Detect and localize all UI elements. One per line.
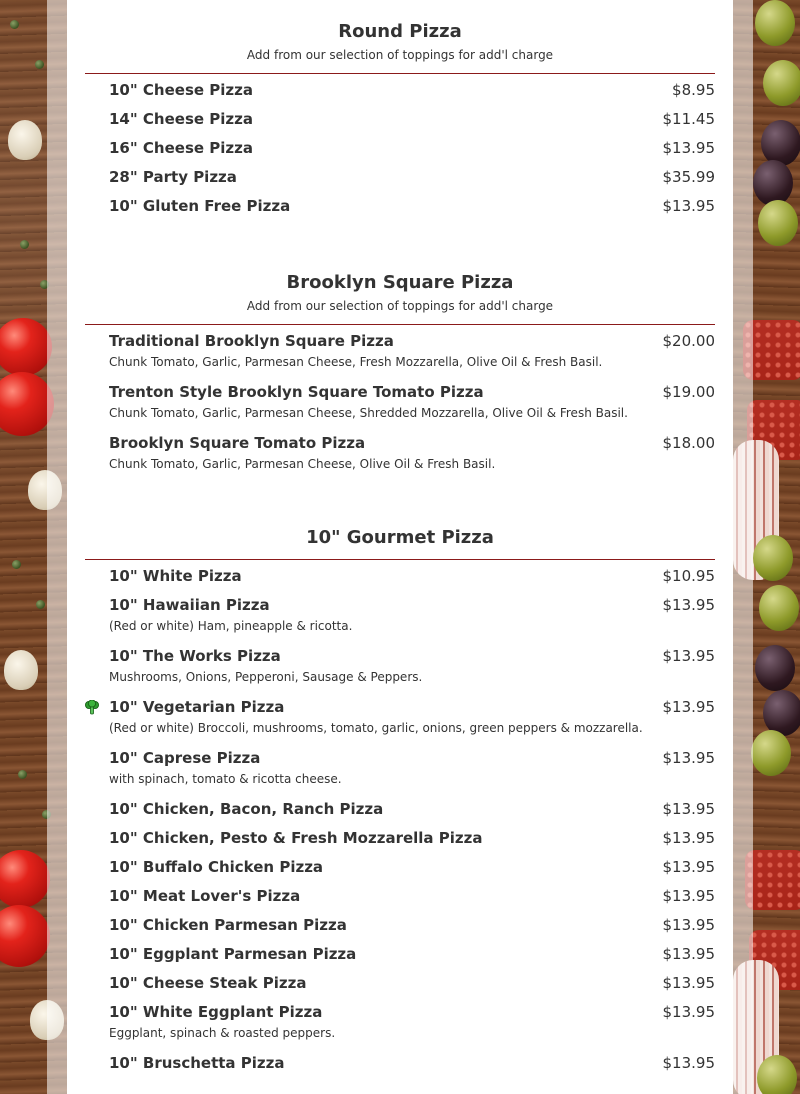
item-price: $18.00 bbox=[662, 434, 715, 452]
item-description: (Red or white) Ham, pineapple & ricotta. bbox=[109, 619, 353, 633]
section-brooklyn-square-pizza bbox=[67, 216, 733, 472]
tomato-decoration bbox=[0, 850, 50, 908]
item-price: $20.00 bbox=[662, 332, 715, 350]
menu-item[interactable] bbox=[109, 109, 715, 129]
caper-decoration bbox=[18, 770, 27, 779]
item-list bbox=[85, 331, 715, 472]
item-name: 14" Cheese Pizza bbox=[109, 110, 253, 128]
panel-border-right bbox=[733, 0, 753, 1094]
section-title: Round Pizza bbox=[338, 21, 462, 42]
section-divider bbox=[85, 73, 715, 74]
item-description: Chunk Tomato, Garlic, Parmesan Cheese, Fresh Mozzarella, Olive Oil & Fresh Basil. bbox=[109, 355, 603, 369]
menu-item[interactable] bbox=[109, 828, 715, 848]
menu-item[interactable] bbox=[109, 697, 715, 736]
item-price: $13.95 bbox=[662, 596, 715, 614]
section-title: 10" Gourmet Pizza bbox=[306, 527, 494, 548]
item-list bbox=[85, 566, 715, 1073]
section-round-pizza bbox=[67, 0, 733, 216]
item-name: 10" Chicken, Bacon, Ranch Pizza bbox=[109, 800, 384, 818]
caper-decoration bbox=[12, 560, 21, 569]
menu-item[interactable] bbox=[109, 1002, 715, 1041]
menu-item[interactable] bbox=[109, 1053, 715, 1073]
menu-item[interactable] bbox=[109, 138, 715, 158]
menu-item[interactable] bbox=[109, 944, 715, 964]
item-price: $13.95 bbox=[662, 1003, 715, 1021]
section-divider bbox=[85, 559, 715, 560]
tomato-decoration bbox=[0, 905, 50, 967]
item-description: Chunk Tomato, Garlic, Parmesan Cheese, Olive Oil & Fresh Basil. bbox=[109, 457, 496, 471]
menu-item[interactable] bbox=[109, 973, 715, 993]
item-description: with spinach, tomato & ricotta cheese. bbox=[109, 772, 342, 786]
menu-panel bbox=[67, 0, 733, 1094]
menu-item[interactable] bbox=[109, 799, 715, 819]
menu-item[interactable] bbox=[109, 646, 715, 685]
caper-decoration bbox=[35, 60, 44, 69]
item-name: 10" Vegetarian Pizza bbox=[109, 698, 285, 716]
item-name: 28" Party Pizza bbox=[109, 168, 237, 186]
garlic-decoration bbox=[4, 650, 38, 690]
item-name: 10" Gluten Free Pizza bbox=[109, 197, 291, 215]
salami-decoration bbox=[745, 850, 800, 910]
item-price: $13.95 bbox=[662, 698, 715, 716]
item-name: 10" White Eggplant Pizza bbox=[109, 1003, 323, 1021]
section-subtitle: Add from our selection of toppings for add'l charge bbox=[246, 48, 554, 62]
panel-border-left bbox=[47, 0, 67, 1094]
item-name: 10" Meat Lover's Pizza bbox=[109, 887, 301, 905]
item-name: 10" Chicken Parmesan Pizza bbox=[109, 916, 347, 934]
menu-item[interactable] bbox=[109, 331, 715, 370]
item-price: $13.95 bbox=[662, 829, 715, 847]
green-olive-decoration bbox=[751, 730, 791, 776]
item-price: $13.95 bbox=[662, 945, 715, 963]
item-price: $19.00 bbox=[662, 383, 715, 401]
item-price: $10.95 bbox=[662, 567, 715, 585]
item-price: $13.95 bbox=[662, 858, 715, 876]
black-olive-decoration bbox=[753, 160, 793, 206]
item-price: $13.95 bbox=[662, 887, 715, 905]
item-price: $13.95 bbox=[662, 800, 715, 818]
item-description: Mushrooms, Onions, Pepperoni, Sausage & Peppers. bbox=[109, 670, 423, 684]
item-name: Brooklyn Square Tomato Pizza bbox=[109, 434, 366, 452]
menu-item[interactable] bbox=[109, 196, 715, 216]
item-name: 10" Cheese Pizza bbox=[109, 81, 253, 99]
menu-item[interactable] bbox=[109, 167, 715, 187]
item-name: Traditional Brooklyn Square Pizza bbox=[109, 332, 394, 350]
tomato-decoration bbox=[0, 318, 52, 376]
item-price: $13.95 bbox=[662, 197, 715, 215]
menu-item[interactable] bbox=[109, 915, 715, 935]
item-name: 10" Hawaiian Pizza bbox=[109, 596, 270, 614]
item-price: $13.95 bbox=[662, 749, 715, 767]
green-olive-decoration bbox=[759, 585, 799, 631]
item-price: $11.45 bbox=[662, 110, 715, 128]
item-price: $13.95 bbox=[662, 916, 715, 934]
menu-item[interactable] bbox=[109, 566, 715, 586]
green-olive-decoration bbox=[753, 535, 793, 581]
black-olive-decoration bbox=[761, 120, 800, 166]
item-description: (Red or white) Broccoli, mushrooms, tomato, garlic, onions, green peppers & mozzarella. bbox=[109, 721, 643, 735]
item-price: $13.95 bbox=[662, 139, 715, 157]
item-name: Trenton Style Brooklyn Square Tomato Pizza bbox=[109, 383, 484, 401]
menu-item[interactable] bbox=[109, 80, 715, 100]
item-description: Eggplant, spinach & roasted peppers. bbox=[109, 1026, 336, 1040]
garlic-decoration bbox=[8, 120, 42, 160]
item-price: $13.95 bbox=[662, 974, 715, 992]
broccoli-icon bbox=[84, 700, 100, 716]
item-name: 10" Bruschetta Pizza bbox=[109, 1054, 285, 1072]
menu-item[interactable] bbox=[109, 857, 715, 877]
item-name: 10" White Pizza bbox=[109, 567, 242, 585]
section-gourmet-pizza bbox=[67, 472, 733, 1073]
menu-item[interactable] bbox=[109, 595, 715, 634]
caper-decoration bbox=[36, 600, 45, 609]
menu-item[interactable] bbox=[109, 382, 715, 421]
item-name: 10" Eggplant Parmesan Pizza bbox=[109, 945, 357, 963]
black-olive-decoration bbox=[755, 645, 795, 691]
item-name: 10" Cheese Steak Pizza bbox=[109, 974, 307, 992]
menu-item[interactable] bbox=[109, 433, 715, 472]
caper-decoration bbox=[10, 20, 19, 29]
item-price: $35.99 bbox=[662, 168, 715, 186]
item-price: $8.95 bbox=[672, 81, 715, 99]
green-olive-decoration bbox=[757, 1055, 797, 1094]
section-title: Brooklyn Square Pizza bbox=[286, 272, 514, 293]
section-divider bbox=[85, 324, 715, 325]
item-list bbox=[85, 80, 715, 216]
green-olive-decoration bbox=[755, 0, 795, 46]
item-name: 16" Cheese Pizza bbox=[109, 139, 253, 157]
item-name: 10" Buffalo Chicken Pizza bbox=[109, 858, 324, 876]
menu-item[interactable] bbox=[109, 886, 715, 906]
item-name: 10" Caprese Pizza bbox=[109, 749, 261, 767]
caper-decoration bbox=[20, 240, 29, 249]
item-price: $13.95 bbox=[662, 647, 715, 665]
green-olive-decoration bbox=[758, 200, 798, 246]
menu-item[interactable] bbox=[109, 748, 715, 787]
item-name: 10" The Works Pizza bbox=[109, 647, 281, 665]
tomato-decoration bbox=[0, 372, 54, 436]
section-subtitle: Add from our selection of toppings for add'l charge bbox=[246, 299, 554, 313]
item-description: Chunk Tomato, Garlic, Parmesan Cheese, Shredded Mozzarella, Olive Oil & Fresh Basil. bbox=[109, 406, 628, 420]
green-olive-decoration bbox=[763, 60, 800, 106]
item-price: $13.95 bbox=[662, 1054, 715, 1072]
item-name: 10" Chicken, Pesto & Fresh Mozzarella Pizza bbox=[109, 829, 483, 847]
